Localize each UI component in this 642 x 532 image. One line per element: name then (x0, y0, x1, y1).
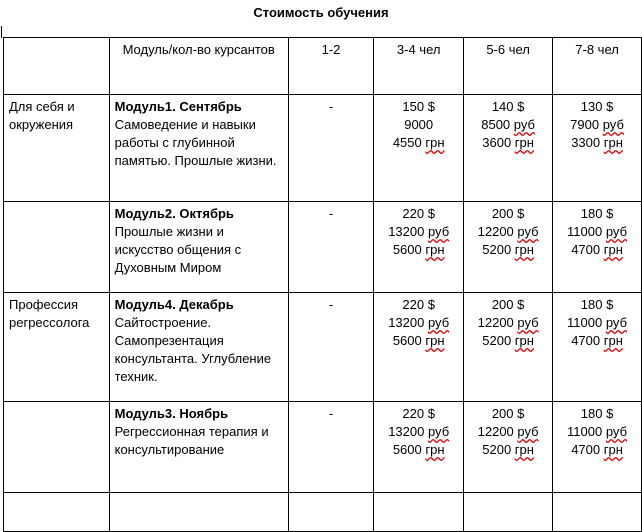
price-uah: 5200 грн (482, 442, 534, 457)
header-row (4, 38, 642, 95)
header-cell: Модуль/кол-во курсантов (109, 38, 288, 95)
category-cell: Для себя и окружения (4, 95, 110, 202)
module-cell (109, 95, 288, 202)
price-usd: 200 $ (491, 206, 525, 221)
price-rub: 13200 руб (388, 224, 450, 239)
price-rub: 12200 руб (477, 224, 539, 239)
module-title: Модуль1. Сентябрь (114, 99, 242, 114)
price-usd: 200 $ (491, 406, 525, 421)
price-rub: 11000 руб (567, 224, 628, 239)
table-row (4, 402, 642, 493)
price-rub: 12200 руб (477, 424, 539, 439)
table-row (4, 95, 642, 202)
price-usd: 220 $ (402, 297, 435, 312)
price-usd: 220 $ (402, 406, 435, 421)
price-7-8 (553, 202, 642, 293)
price-usd: 180 $ (580, 406, 614, 421)
price-usd: 180 $ (580, 206, 614, 221)
empty-cell (553, 493, 642, 532)
empty-cell (109, 493, 288, 532)
price-rub: 11000 руб (567, 424, 628, 439)
price-uah: 5600 грн (392, 333, 445, 348)
category-cell (4, 402, 110, 493)
price-3-4 (374, 95, 464, 202)
price-rub: 13200 руб (388, 424, 450, 439)
price-usd: 140 $ (491, 99, 525, 114)
price-uah: 5600 грн (392, 442, 445, 457)
module-cell (109, 202, 288, 293)
table-row (4, 202, 642, 293)
module-description: Прошлые жизни и искусство общения с Духовным Миром (114, 224, 242, 275)
price-1-2: - (288, 95, 373, 202)
price-5-6 (464, 95, 553, 202)
price-rub: 11000 руб (567, 315, 628, 330)
price-rub: 9000 (404, 117, 434, 132)
price-7-8 (553, 293, 642, 402)
price-1-2: - (288, 402, 373, 493)
module-description: Сайтостроение. Самопрезентация консультанта. Углубление техник. (114, 315, 272, 384)
price-5-6 (464, 202, 553, 293)
header-cell: 3-4 чел (374, 38, 464, 95)
price-rub: 12200 руб (477, 315, 539, 330)
price-rub: 13200 руб (388, 315, 450, 330)
price-3-4 (374, 293, 464, 402)
empty-cell (374, 493, 464, 532)
empty-cell (464, 493, 553, 532)
price-usd: 150 $ (402, 99, 435, 114)
price-uah: 4700 грн (571, 242, 623, 257)
price-5-6 (464, 293, 553, 402)
price-1-2: - (288, 293, 373, 402)
category-cell (4, 202, 110, 293)
module-description: Регрессионная терапия и консультирование (114, 424, 269, 457)
price-rub: 8500 руб (481, 117, 535, 132)
header-cell: 7-8 чел (553, 38, 642, 95)
module-cell (109, 293, 288, 402)
module-title: Модуль2. Октябрь (114, 206, 234, 221)
price-7-8 (553, 402, 642, 493)
empty-cell (288, 493, 373, 532)
module-description: Самоведение и навыки работы с глубинной памятью. Прошлые жизни. (114, 117, 277, 168)
module-cell (109, 402, 288, 493)
price-rub: 7900 руб (570, 117, 624, 132)
document-title: Стоимость обучения (253, 5, 389, 20)
price-5-6 (464, 402, 553, 493)
price-uah: 3300 грн (571, 135, 623, 150)
cursor-marker (1, 26, 2, 38)
module-title: Модуль3. Ноябрь (114, 406, 229, 421)
module-title: Модуль4. Декабрь (114, 297, 234, 312)
category-cell: Профессия регрессолога (4, 293, 110, 402)
price-7-8 (553, 95, 642, 202)
price-uah: 3600 грн (482, 135, 534, 150)
empty-row (4, 493, 642, 532)
empty-cell (4, 493, 110, 532)
price-table (3, 37, 642, 532)
price-1-2: - (288, 202, 373, 293)
price-usd: 130 $ (580, 99, 614, 114)
header-cell (4, 38, 110, 95)
price-uah: 4700 грн (571, 333, 623, 348)
price-3-4 (374, 402, 464, 493)
price-3-4 (374, 202, 464, 293)
header-cell: 1-2 (288, 38, 373, 95)
price-uah: 4550 грн (392, 135, 445, 150)
price-usd: 200 $ (491, 297, 525, 312)
table-row (4, 293, 642, 402)
price-uah: 4700 грн (571, 442, 623, 457)
price-usd: 220 $ (402, 206, 435, 221)
header-cell: 5-6 чел (464, 38, 553, 95)
price-usd: 180 $ (580, 297, 614, 312)
price-uah: 5200 грн (482, 333, 534, 348)
price-uah: 5600 грн (392, 242, 445, 257)
price-uah: 5200 грн (482, 242, 534, 257)
